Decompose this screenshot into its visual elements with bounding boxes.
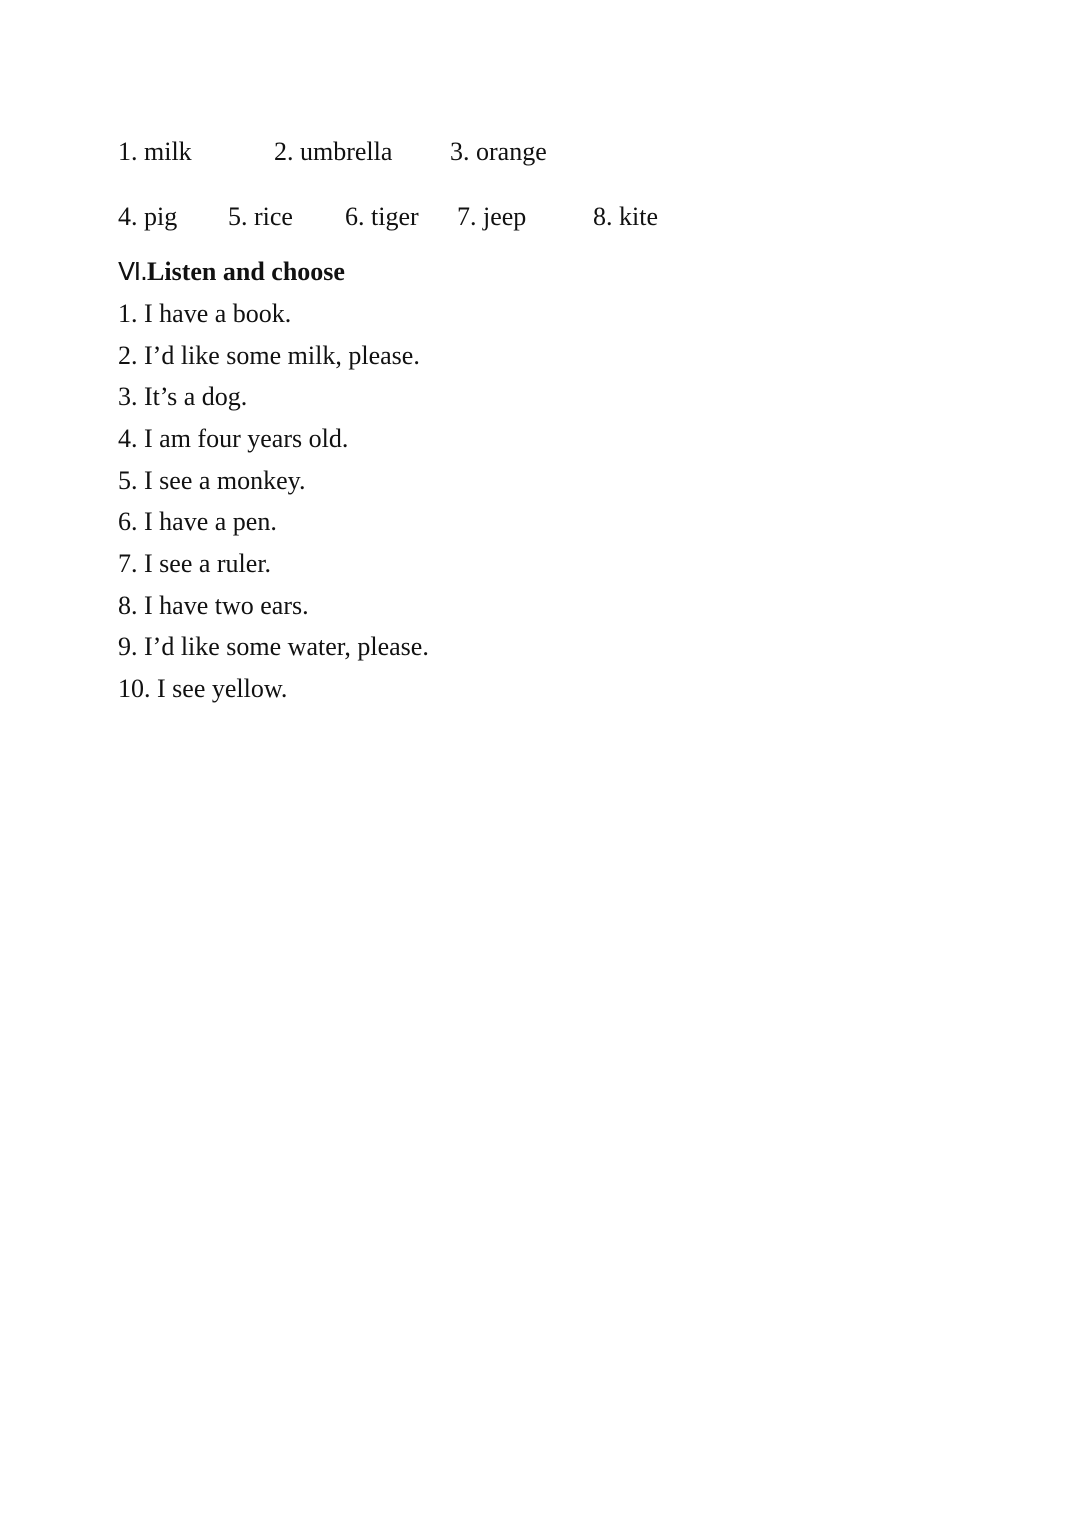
vocab-item: 1. milk xyxy=(118,137,192,166)
sentence-item: 2. I’d like some milk, please. xyxy=(118,341,420,370)
sentence-item: 9. I’d like some water, please. xyxy=(118,632,429,661)
vocab-item: 5. rice xyxy=(228,202,293,231)
sentence-item: 3. It’s a dog. xyxy=(118,382,248,411)
vocab-item: 8. kite xyxy=(593,202,658,231)
section-numeral: Ⅵ. xyxy=(118,257,148,286)
vocab-item: 4. pig xyxy=(118,202,178,231)
sentence-item: 4. I am four years old. xyxy=(118,424,349,453)
vocab-item: 6. tiger xyxy=(345,202,419,231)
vocab-item: 7. jeep xyxy=(457,202,527,231)
section-heading xyxy=(118,256,345,288)
vocab-item: 2. umbrella xyxy=(274,137,393,166)
sentence-item: 10. I see yellow. xyxy=(118,674,288,703)
vocab-item: 3. orange xyxy=(450,137,547,166)
sentence-item: 1. I have a book. xyxy=(118,299,292,328)
sentence-item: 6. I have a pen. xyxy=(118,507,277,536)
section-title: Listen and choose xyxy=(147,257,345,286)
sentence-item: 7. I see a ruler. xyxy=(118,549,272,578)
sentence-item: 8. I have two ears. xyxy=(118,591,309,620)
sentence-item: 5. I see a monkey. xyxy=(118,466,306,495)
